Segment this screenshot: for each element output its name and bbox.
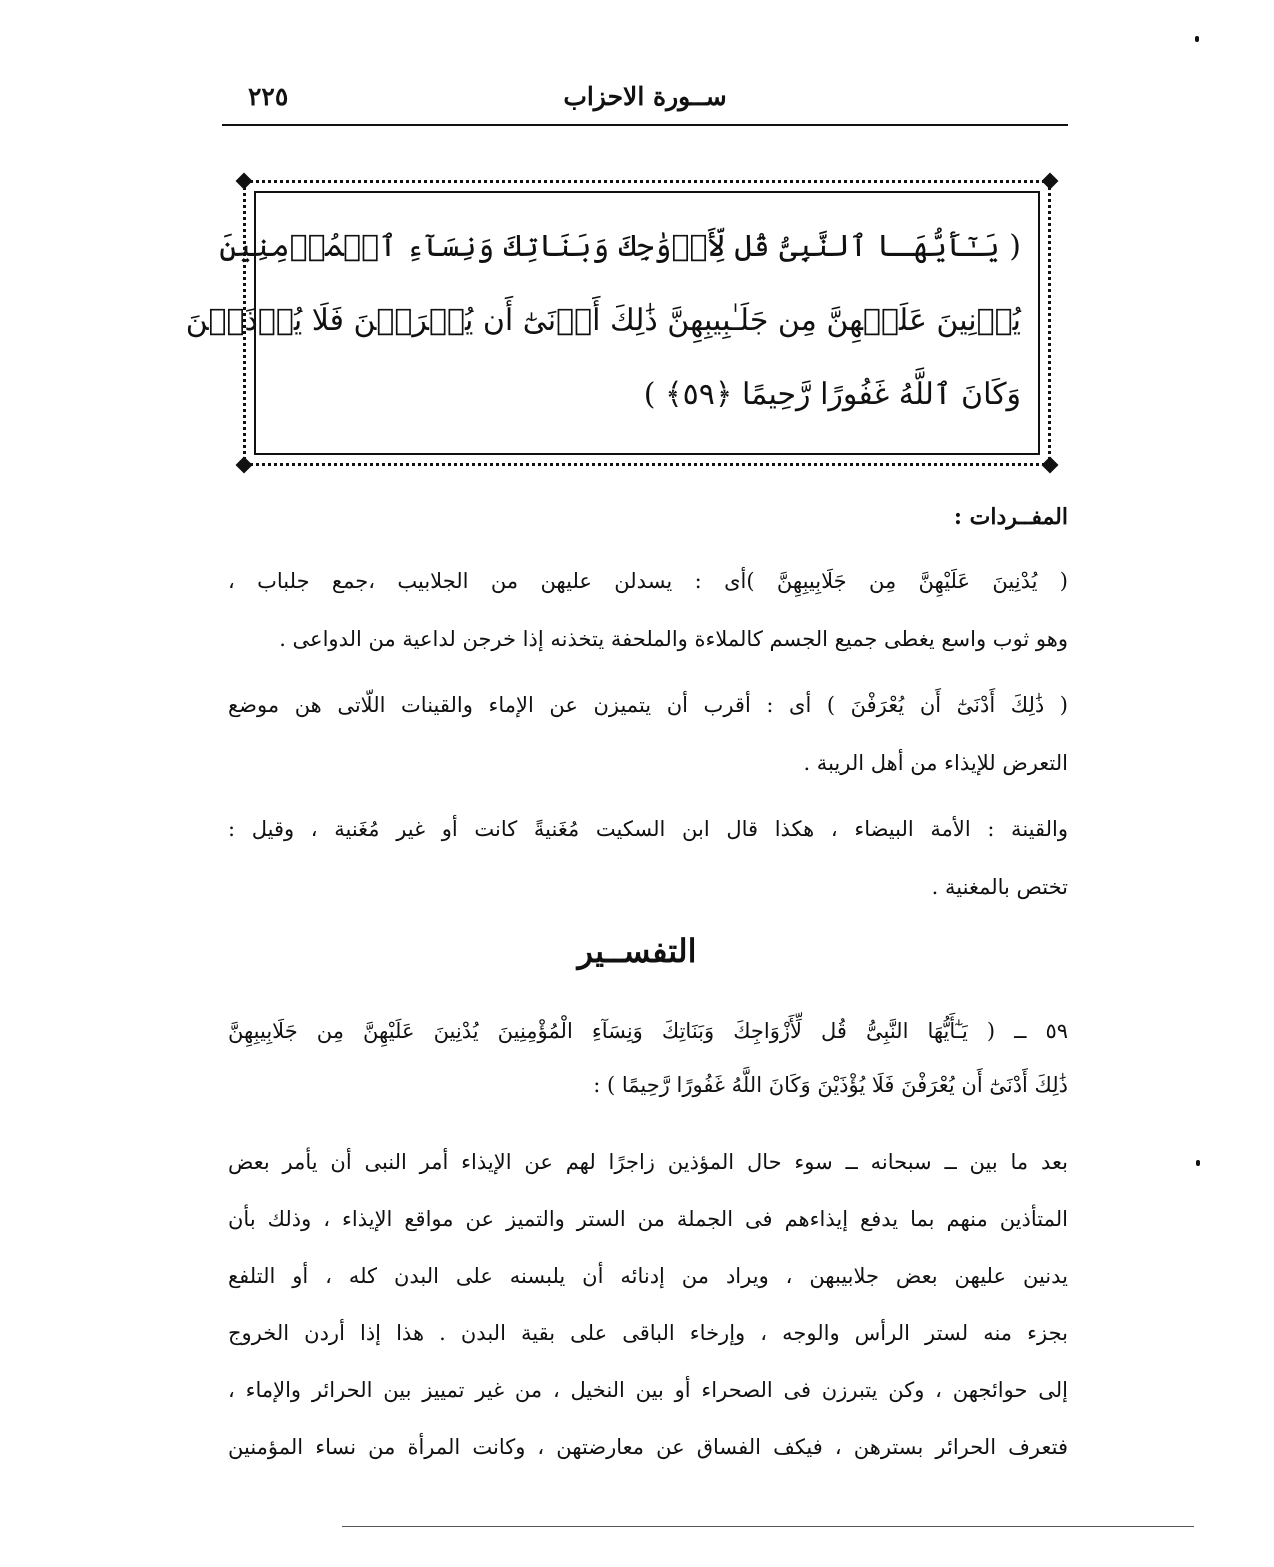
header-divider bbox=[222, 124, 1068, 126]
running-header bbox=[222, 78, 1068, 124]
text-line: المتأذين منهم بما يدفع إيذاءهم فى الجملة من الستر والتميز عن مواقع الإيذاء ، وذلك بأن bbox=[228, 1207, 1068, 1231]
text-line: بجزء منه لستر الرأس والوجه ، وإرخاء الباقى على بقية البدن . هذا إذا أردن الخروج bbox=[228, 1321, 1068, 1345]
text-line: ٥٩ ــ ( يَـٰٓأَيُّهَا النَّبِىُّ قُل لِّأَزْوَاجِكَ وَبَنَاتِكَ وَنِسَآءِ الْمُؤْمِنِينَ يُدْنِينَ عَلَيْهِنَّ مِن جَلَابِيبِهِنَّ bbox=[228, 1019, 1068, 1043]
vocab-paragraph-3 bbox=[228, 800, 1068, 916]
scan-speck-top bbox=[1195, 36, 1199, 42]
text-line: ذَٰلِكَ أَدْنَىٰٓ أَن يُعْرَفْنَ فَلَا يُؤْذَيْنَ وَكَانَ اللَّهُ غَفُورًا رَّحِيمًا ) : bbox=[593, 1073, 1068, 1097]
text-line: التعرض للإيذاء من أهل الريبة . bbox=[803, 751, 1068, 775]
verse-text bbox=[185, 210, 1021, 432]
text-line: وهو ثوب واسع يغطى جميع الجسم كالملاءة والملحفة يتخذنه إذا خرجن لداعية من الدواعى . bbox=[279, 627, 1068, 651]
text-line: إلى حوائجهن ، وكن يتبرزن فى الصحراء أو بين النخيل ، من غير تمييز بين الحرائر والإماء ، bbox=[228, 1378, 1068, 1402]
tafsir-verse-quote bbox=[228, 1004, 1068, 1112]
text-line: ( يُدْنِينَ عَلَيْهِنَّ مِن جَلَابِيبِهِنَّ )أى : يسدلن عليهن من الجلابيب ،جمع جلباب ، bbox=[228, 569, 1068, 593]
text-line: يدنين عليهن بعض جلابيبهن ، ويراد من إدنائه أن يلبسنه على البدن كله ، أو التلفع bbox=[228, 1264, 1068, 1288]
page-bottom-rule bbox=[342, 1526, 1194, 1527]
text-line: بعد ما بين ــ سبحانه ــ سوء حال المؤذين زاجرًا لهم عن الإيذاء أمر النبى أن يأمر بعض bbox=[228, 1150, 1068, 1174]
verse-line: وَكَانَ ٱللَّهُ غَفُورًا رَّحِيمًا ﴿٥٩﴾ ) bbox=[643, 377, 1021, 412]
text-line: تختص بالمغنية . bbox=[931, 875, 1068, 899]
vocab-heading: المفــردات : bbox=[953, 504, 1068, 530]
vocab-paragraph-1 bbox=[228, 552, 1068, 668]
page-number: ٢٢٥ bbox=[248, 82, 289, 111]
verse-line: يُدۡنِينَ عَلَيۡهِنَّ مِن جَلَـٰبِيبِهِنَّ ذَٰلِكَ أَدۡنَىٰٓ أَن يُعۡرَفۡنَ فَلَا يُؤۡذَيۡنَ bbox=[185, 303, 1021, 338]
verse-frame bbox=[185, 180, 1051, 466]
verse-line: ( يَـٰٓأَيُّهَـا ٱلنَّبِىُّ قُل لِّأَزۡوَٰجِكَ وَبَنَاتِكَ وَنِسَآءِ ٱلۡمُؤۡمِنِينَ bbox=[219, 229, 1021, 264]
text-line: فتعرف الحرائر بسترهن ، فيكف الفساق عن معارضتهن ، وكانت المرأة من نساء المؤمنين bbox=[228, 1435, 1068, 1459]
surah-title: ســورة الاحزاب bbox=[563, 82, 727, 111]
text-line: والقينة : الأمة البيضاء ، هكذا قال ابن السكيت مُغَنيةً كانت أو غير مُغَنية ، وقيل : bbox=[228, 817, 1068, 841]
vocab-paragraph-2 bbox=[228, 676, 1068, 792]
tafsir-heading: التفســير bbox=[577, 932, 697, 970]
scan-speck-right bbox=[1196, 1160, 1200, 1166]
text-line: ( ذَٰلِكَ أَدْنَىٰٓ أَن يُعْرَفْنَ ) أى : أقرب أن يتميزن عن الإماء والقينات اللّاتى هن موضع bbox=[228, 693, 1068, 717]
tafsir-body bbox=[228, 1134, 1068, 1476]
